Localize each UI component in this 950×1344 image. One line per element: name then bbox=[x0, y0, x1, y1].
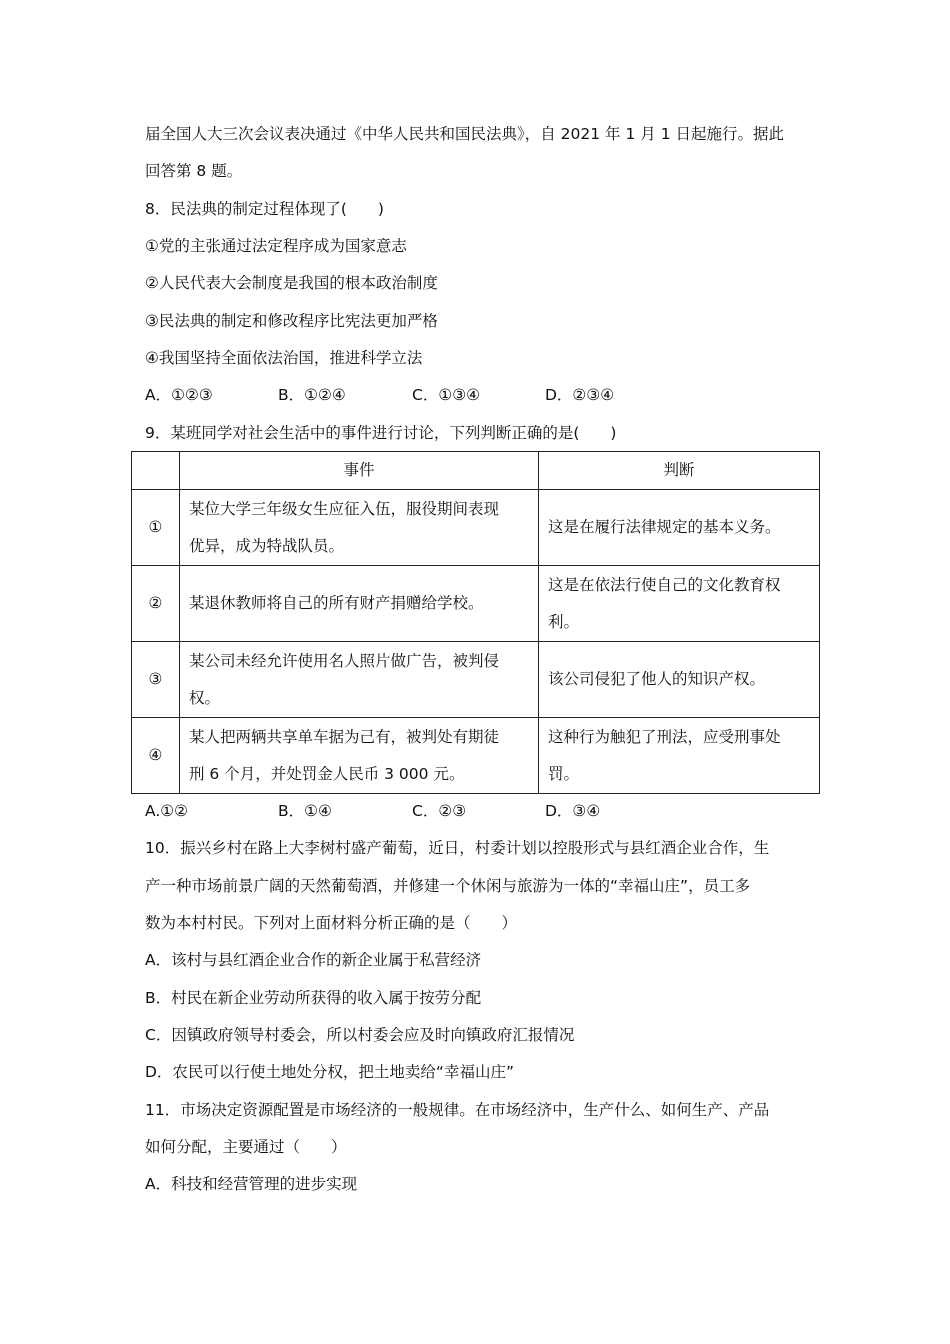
row-number: ① bbox=[132, 490, 180, 566]
q8-option-b: B．①②④ bbox=[278, 386, 346, 404]
event-line: 权。 bbox=[189, 688, 221, 707]
q9-option-d: D．③④ bbox=[545, 802, 601, 820]
event-line: 某退休教师将自己的所有财产捐赠给学校。 bbox=[189, 594, 484, 612]
row-number: ③ bbox=[132, 642, 180, 718]
q8-statement-4: ④我国坚持全面依法治国，推进科学立法 bbox=[145, 349, 423, 367]
q10-option-c: C．因镇政府领导村委会，所以村委会应及时向镇政府汇报情况 bbox=[145, 1026, 575, 1044]
q8-option-c: C．①③④ bbox=[412, 386, 481, 404]
intro-line-1: 届全国人大三次会议表决通过《中华人民共和国民法典》，自 2021 年 1 月 1 日起施行。据此 bbox=[145, 125, 784, 143]
judgment-line: 该公司侵犯了他人的知识产权。 bbox=[548, 670, 766, 688]
event-line: 刑 6 个月，并处罚金人民币 3 000 元。 bbox=[189, 764, 465, 783]
q11-option-a: A．科技和经营管理的进步实现 bbox=[145, 1175, 358, 1193]
q10-option-a: A．该村与县红酒企业合作的新企业属于私营经济 bbox=[145, 951, 482, 969]
q9-header-event: 事件 bbox=[180, 452, 539, 490]
event-cell bbox=[180, 490, 539, 566]
judgment-cell bbox=[539, 490, 820, 566]
event-cell bbox=[180, 642, 539, 718]
q8-option-a: A．①②③ bbox=[145, 386, 213, 404]
q8-statement-3: ③民法典的制定和修改程序比宪法更加严格 bbox=[145, 312, 438, 330]
q11-stem-line-2: 如何分配，主要通过（ ） bbox=[145, 1138, 347, 1156]
event-line: 某人把两辆共享单车据为己有，被判处有期徒 bbox=[189, 727, 500, 746]
row-number: ④ bbox=[132, 718, 180, 794]
q10-option-b: B．村民在新企业劳动所获得的收入属于按劳分配 bbox=[145, 989, 482, 1007]
q8-statement-2: ②人民代表大会制度是我国的根本政治制度 bbox=[145, 274, 438, 292]
judgment-line: 罚。 bbox=[548, 764, 580, 783]
q8-stem: 8．民法典的制定过程体现了( ) bbox=[145, 200, 384, 218]
event-line: 优异，成为特战队员。 bbox=[189, 536, 345, 555]
q8-option-d: D．②③④ bbox=[545, 386, 615, 404]
table-row bbox=[132, 642, 820, 718]
judgment-line: 这种行为触犯了刑法，应受刑事处 bbox=[548, 727, 781, 746]
row-number: ② bbox=[132, 566, 180, 642]
judgment-cell bbox=[539, 566, 820, 642]
judgment-line: 这是在依法行使自己的文化教育权 bbox=[548, 575, 781, 594]
judgment-line: 利。 bbox=[548, 612, 580, 631]
q9-table bbox=[131, 451, 820, 794]
intro-line-2: 回答第 8 题。 bbox=[145, 162, 243, 180]
q11-stem-line-1: 11．市场决定资源配置是市场经济的一般规律。在市场经济中，生产什么、如何生产、产品 bbox=[145, 1101, 770, 1119]
table-row bbox=[132, 718, 820, 794]
q9-header-judgment: 判断 bbox=[539, 452, 820, 490]
judgment-cell bbox=[539, 642, 820, 718]
q8-statement-1: ①党的主张通过法定程序成为国家意志 bbox=[145, 237, 407, 255]
q9-option-c: C．②③ bbox=[412, 802, 467, 820]
q10-stem-line-1: 10．振兴乡村在路上大李树村盛产葡萄，近日，村委计划以控股形式与县红酒企业合作，生 bbox=[145, 839, 770, 857]
q10-stem-line-2: 产一种市场前景广阔的天然葡萄酒，并修建一个休闲与旅游为一体的“幸福山庄”，员工多 bbox=[145, 877, 751, 895]
q10-option-d: D．农民可以行使土地处分权，把土地卖给“幸福山庄” bbox=[145, 1063, 514, 1081]
q9-option-a: A.①② bbox=[145, 802, 189, 820]
event-line: 某公司未经允许使用名人照片做广告，被判侵 bbox=[189, 651, 500, 670]
q9-table-header bbox=[132, 452, 820, 490]
table-row bbox=[132, 490, 820, 566]
judgment-line: 这是在履行法律规定的基本义务。 bbox=[548, 518, 781, 536]
q10-stem-line-3: 数为本村村民。下列对上面材料分析正确的是（ ） bbox=[145, 914, 518, 932]
q9-stem: 9．某班同学对社会生活中的事件进行讨论，下列判断正确的是( ) bbox=[145, 424, 617, 442]
event-line: 某位大学三年级女生应征入伍，服役期间表现 bbox=[189, 499, 500, 518]
judgment-cell bbox=[539, 718, 820, 794]
event-cell bbox=[180, 718, 539, 794]
table-row bbox=[132, 566, 820, 642]
q9-option-b: B．①④ bbox=[278, 802, 332, 820]
event-cell bbox=[180, 566, 539, 642]
q9-header-blank bbox=[132, 452, 180, 490]
